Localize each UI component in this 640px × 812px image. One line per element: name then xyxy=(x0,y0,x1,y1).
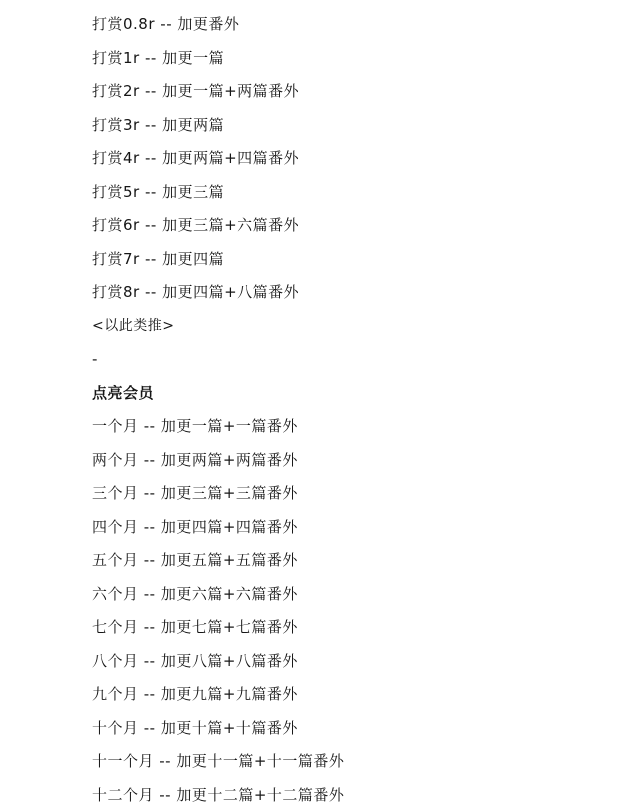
document-content xyxy=(92,8,612,812)
membership-line: 四个月 -- 加更四篇+四篇番外 xyxy=(92,511,612,545)
membership-line: 两个月 -- 加更两篇+两篇番外 xyxy=(92,444,612,478)
membership-line: 六个月 -- 加更六篇+六篇番外 xyxy=(92,578,612,612)
membership-line: 七个月 -- 加更七篇+七篇番外 xyxy=(92,611,612,645)
tipping-line: 打赏2r -- 加更一篇+两篇番外 xyxy=(92,75,612,109)
membership-line: 一个月 -- 加更一篇+一篇番外 xyxy=(92,410,612,444)
tipping-line: 打赏6r -- 加更三篇+六篇番外 xyxy=(92,209,612,243)
tipping-line: 打赏7r -- 加更四篇 xyxy=(92,243,612,277)
tipping-note: <以此类推> xyxy=(92,310,612,344)
membership-line: 十一个月 -- 加更十一篇+十一篇番外 xyxy=(92,745,612,779)
tipping-line: 打赏0.8r -- 加更番外 xyxy=(92,8,612,42)
tipping-line: 打赏3r -- 加更两篇 xyxy=(92,109,612,143)
tipping-line: 打赏4r -- 加更两篇+四篇番外 xyxy=(92,142,612,176)
tipping-line: 打赏8r -- 加更四篇+八篇番外 xyxy=(92,276,612,310)
membership-section-title: 点亮会员 xyxy=(92,377,612,411)
membership-line: 九个月 -- 加更九篇+九篇番外 xyxy=(92,678,612,712)
tipping-line: 打赏1r -- 加更一篇 xyxy=(92,42,612,76)
membership-line: 八个月 -- 加更八篇+八篇番外 xyxy=(92,645,612,679)
tipping-line: 打赏5r -- 加更三篇 xyxy=(92,176,612,210)
membership-line: 三个月 -- 加更三篇+三篇番外 xyxy=(92,477,612,511)
membership-line: 十二个月 -- 加更十二篇+十二篇番外 xyxy=(92,779,612,812)
membership-line: 五个月 -- 加更五篇+五篇番外 xyxy=(92,544,612,578)
membership-line: 十个月 -- 加更十篇+十篇番外 xyxy=(92,712,612,746)
section-separator: - xyxy=(92,343,612,377)
